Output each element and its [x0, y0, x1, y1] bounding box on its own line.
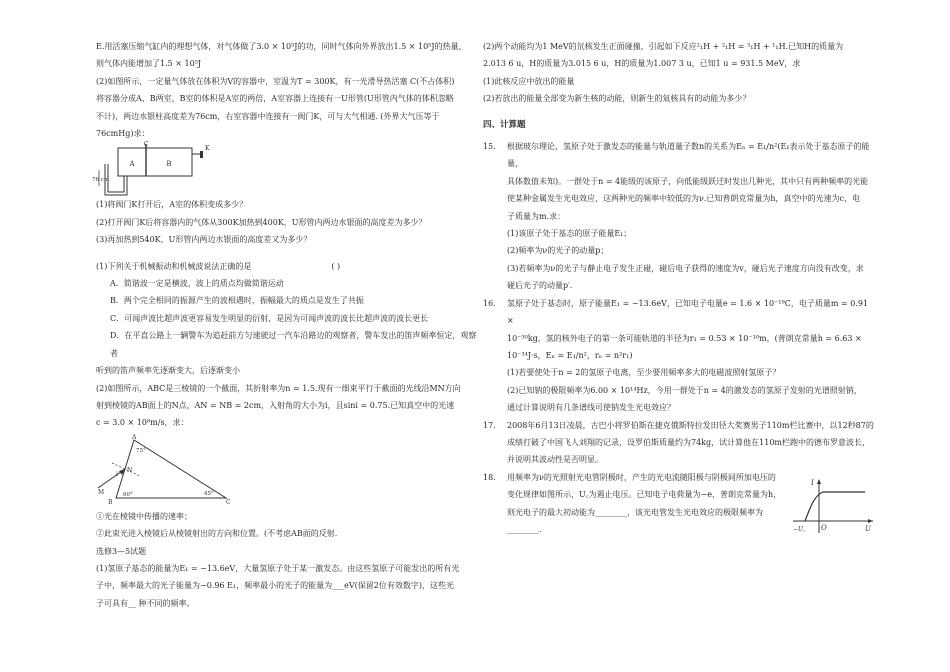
- u-tube: [108, 164, 124, 192]
- text-line: 变化规律如图所示，U꜀为遏止电压。已知电子电荷量为−e，普朗克常量为h，: [507, 490, 782, 500]
- question-15: [483, 138, 875, 295]
- question-18: [483, 469, 871, 539]
- text-line: (1)该原子处于基态的原子能量E₁；: [507, 229, 632, 239]
- text-line: 将容器分成A、B两室，B室的体积是A室的两倍，A室容器上连接有一U形管(U形管内气体的体积忽略: [96, 94, 454, 104]
- option-a: A．简谐波一定是横波，波上的质点均做简谐运动: [110, 279, 284, 289]
- angle-60: 60°: [123, 491, 133, 498]
- text-line: 用频率为ν的光照射光电管阴极时，产生的光电流随阳极与阴极间所加电压的: [507, 472, 776, 482]
- angle-45: 45°: [204, 490, 214, 497]
- text-line: 子质量为m.求：: [507, 211, 566, 221]
- option-d: D．在平直公路上一辆警车为追赶前方匀速驶过一汽车沿路边的观察者，警车发出的笛声频率恒定，观察者: [110, 331, 477, 358]
- text-line: 76cmHg)求：: [96, 129, 150, 139]
- text-line: 通过计算说明有几条谱线可使钠发生光电效应？: [507, 403, 675, 413]
- text-line: 碰后光子的动量p′.: [507, 281, 573, 291]
- prism-diagram: [96, 432, 246, 508]
- label-i: I: [811, 478, 814, 487]
- text-line: (3)再加热到540K，U形管内两边水银面的高度差又为多少？: [96, 235, 312, 245]
- question-number: 18.: [483, 472, 496, 482]
- option-b: B．两个完全相同的振源产生的波相遇时，振幅最大的质点是发生了共振: [110, 296, 364, 306]
- left-column: [92, 38, 482, 612]
- text-line: (2)已知钠的极限频率为6.00 × 10¹⁴Hz，今用一群处于n = 4的激发态的氢原子发射的光谱照射钠，: [507, 385, 862, 395]
- spacer: [96, 249, 482, 258]
- text-line: 成绩打破了中国飞人刘翔的记录，设罗伯斯质量约为74kg，试计算他在110m栏跑中的德布罗意波长，: [507, 437, 870, 447]
- text-line: 2.013 6 u，H的质量为3.015 6 u，H的质量为1.007 3 u，已知1 u = 931.5 MeV，求: [483, 59, 801, 69]
- valve-k: [200, 151, 203, 158]
- option-c: C．可闻声波比超声波更容易发生明显的衍射，是因为可闻声波的波长比超声波的波长更长: [110, 313, 429, 323]
- text-line: 2008年6月13日凌晨，古巴小将罗伯斯在捷克俄斯特拉发田径大奖赛男子110m栏比赛中，以12秒87的: [507, 420, 874, 430]
- label-76cm: 76 cm: [92, 177, 110, 184]
- text-line: 射到棱镜的AB面上的N点，AN = NB = 2cm，入射角的大小为i，且sini = 0.75.已知真空中的光速: [96, 400, 455, 410]
- text-line: c = 3.0 × 10⁸m/s，求：: [96, 418, 189, 428]
- stem-text: (1)下列关于机械振动和机械波说法正确的是: [96, 261, 252, 271]
- elective-heading: 选修3—5试题: [96, 546, 147, 556]
- text-line: 具体数值未知)。一群处于n = 4能级的该原子，向低能级跃迁时发出几种光，其中只有两种频率的光能: [507, 176, 869, 186]
- question-number: 15.: [483, 142, 496, 152]
- text-line: 听到的笛声频率先逐渐变大，后逐渐变小: [96, 366, 240, 376]
- label-c: C: [226, 498, 231, 506]
- u-axis-arrow: [868, 519, 873, 523]
- label-n: N: [127, 466, 133, 474]
- question-16: [483, 295, 875, 417]
- text-line: 不计)，两边水银柱高度差为76cm，右室容器中连接有一阀门K，可与大气相通. (外界大气压等于: [96, 111, 440, 121]
- text-line: 10⁻³⁰kg，氢的核外电子的第一条可能轨道的半径为r₁ = 0.53 × 10⁻¹⁰m，(普朗克常量h = 6.63 ×: [507, 333, 862, 343]
- i-axis-arrow: [817, 479, 821, 484]
- label-c: C: [143, 141, 149, 149]
- text-line: (2)两个动能均为1 MeV的氘核发生正面碰撞，引起如下反应²₁H + ²₁H = ³₁H + ¹₁H.已知H的质量为: [483, 42, 844, 51]
- label-u: U: [865, 524, 871, 533]
- label-m: M: [98, 488, 105, 496]
- container-figure: [92, 141, 482, 196]
- text-line: (1)若要使处于n = 2的氢原子电离，至少要用频率多大的电磁波照射氢原子？: [507, 368, 781, 378]
- text-line: (1)将阀门K打开后，A室的体积变成多少？: [96, 200, 248, 210]
- text-line: (2)频率为ν的光子的动量p；: [507, 246, 609, 256]
- text-line: (2)如图所示，一定量气体放在体积为V的容器中，室温为T = 300K，有一光滑导热活塞 C(不占体积): [96, 76, 455, 86]
- question-number: 17.: [483, 420, 496, 430]
- text-line: (1)此核反应中放出的能量: [483, 76, 575, 86]
- section-heading: 四、计算题: [483, 119, 526, 130]
- text-line: (2)若放出的能量全部变为新生核的动能，则新生的氚核具有的动能为多少？: [483, 94, 751, 104]
- prism-triangle: [116, 440, 226, 498]
- text-line: ________.: [507, 524, 542, 534]
- answer-paren: ( ): [331, 261, 341, 271]
- text-line: ②此束光进入棱镜后从棱镜射出的方向和位置。(不考虑AB面的反射.: [96, 529, 338, 539]
- question-number: 16.: [483, 298, 496, 308]
- label-o: O: [821, 523, 827, 532]
- text-line: 则光电子的最大初动能为________，该光电管发生光电效应的极限频率为: [507, 507, 763, 517]
- label-i: i: [116, 470, 118, 478]
- label-a: A: [132, 433, 137, 441]
- label-uc: −U꜀: [793, 525, 806, 533]
- text-line: ①光在棱镜中传播的速率；: [96, 511, 192, 521]
- text-line: 10⁻³⁴J·s，Eₙ = E₁/n²，rₙ = n²r₁): [507, 350, 633, 360]
- text-line: (3)若频率为ν的光子与静止电子发生正碰，碰后电子获得的速度为v，碰后光子速度方向没有改变，求: [507, 263, 864, 273]
- text-line: 子可具有__ 种不同的频率。: [96, 598, 195, 608]
- label-b: B: [166, 160, 172, 169]
- right-column: [483, 38, 875, 538]
- text-line: (2)打开阀门K后将容器内的气体从300K加热到400K，U形管内两边水银面的高度差为多少？: [96, 217, 427, 227]
- question-17: [483, 417, 875, 469]
- angle-75: 75°: [136, 447, 146, 454]
- text-line: (2)如图所示，ABC是三棱镜的一个截面，其折射率为n = 1.5.现有一细束平行于截面的光线沿MN方向: [96, 383, 461, 393]
- text-line: 根据玻尔理论，氢原子处于激发态的能量与轨道量子数n的关系为Eₙ = E₁/n²(E₁表示处于基态原子的能量，: [507, 142, 870, 169]
- label-b: B: [108, 498, 113, 506]
- label-k: K: [205, 145, 210, 153]
- text-line: E.用活塞压缩气缸内的理想气体，对气体做了3.0 × 10⁵J的功，同时气体向外界放出1.5 × 10⁵J的热量，: [96, 42, 467, 51]
- text-line: 氢原子处于基态时，原子能量E₁ = −13.6eV，已知电子电量e = 1.6 × 10⁻¹⁹C，电子质量m = 0.91 ×: [507, 298, 869, 326]
- question-stem: [96, 258, 482, 275]
- container-diagram: [92, 141, 226, 196]
- current-curve: [805, 492, 865, 521]
- text-line: 子中，频率最大的光子能量为−0.96 E₁，频率最小的光子的能量为___eV(保留2位有效数字)，这些光: [96, 581, 454, 591]
- text-line: (1)氢原子基态的能量为E₁ = −13.6eV，大量氢原子处于某一激发态。由这些氢原子可能发出的所有光: [96, 563, 460, 573]
- prism-figure: [96, 432, 482, 508]
- text-line: 并说明其波动性是否明显。: [507, 455, 603, 465]
- label-a: A: [129, 160, 135, 169]
- text-line: 则气体内能增加了1.5 × 10⁵J: [96, 59, 202, 69]
- photoelectric-graph: [789, 475, 875, 537]
- text-line: 使某种金属发生光电效应，这两种光的频率中较低的为ν.已知普朗克常量为h，真空中的光速为c，电: [507, 194, 861, 204]
